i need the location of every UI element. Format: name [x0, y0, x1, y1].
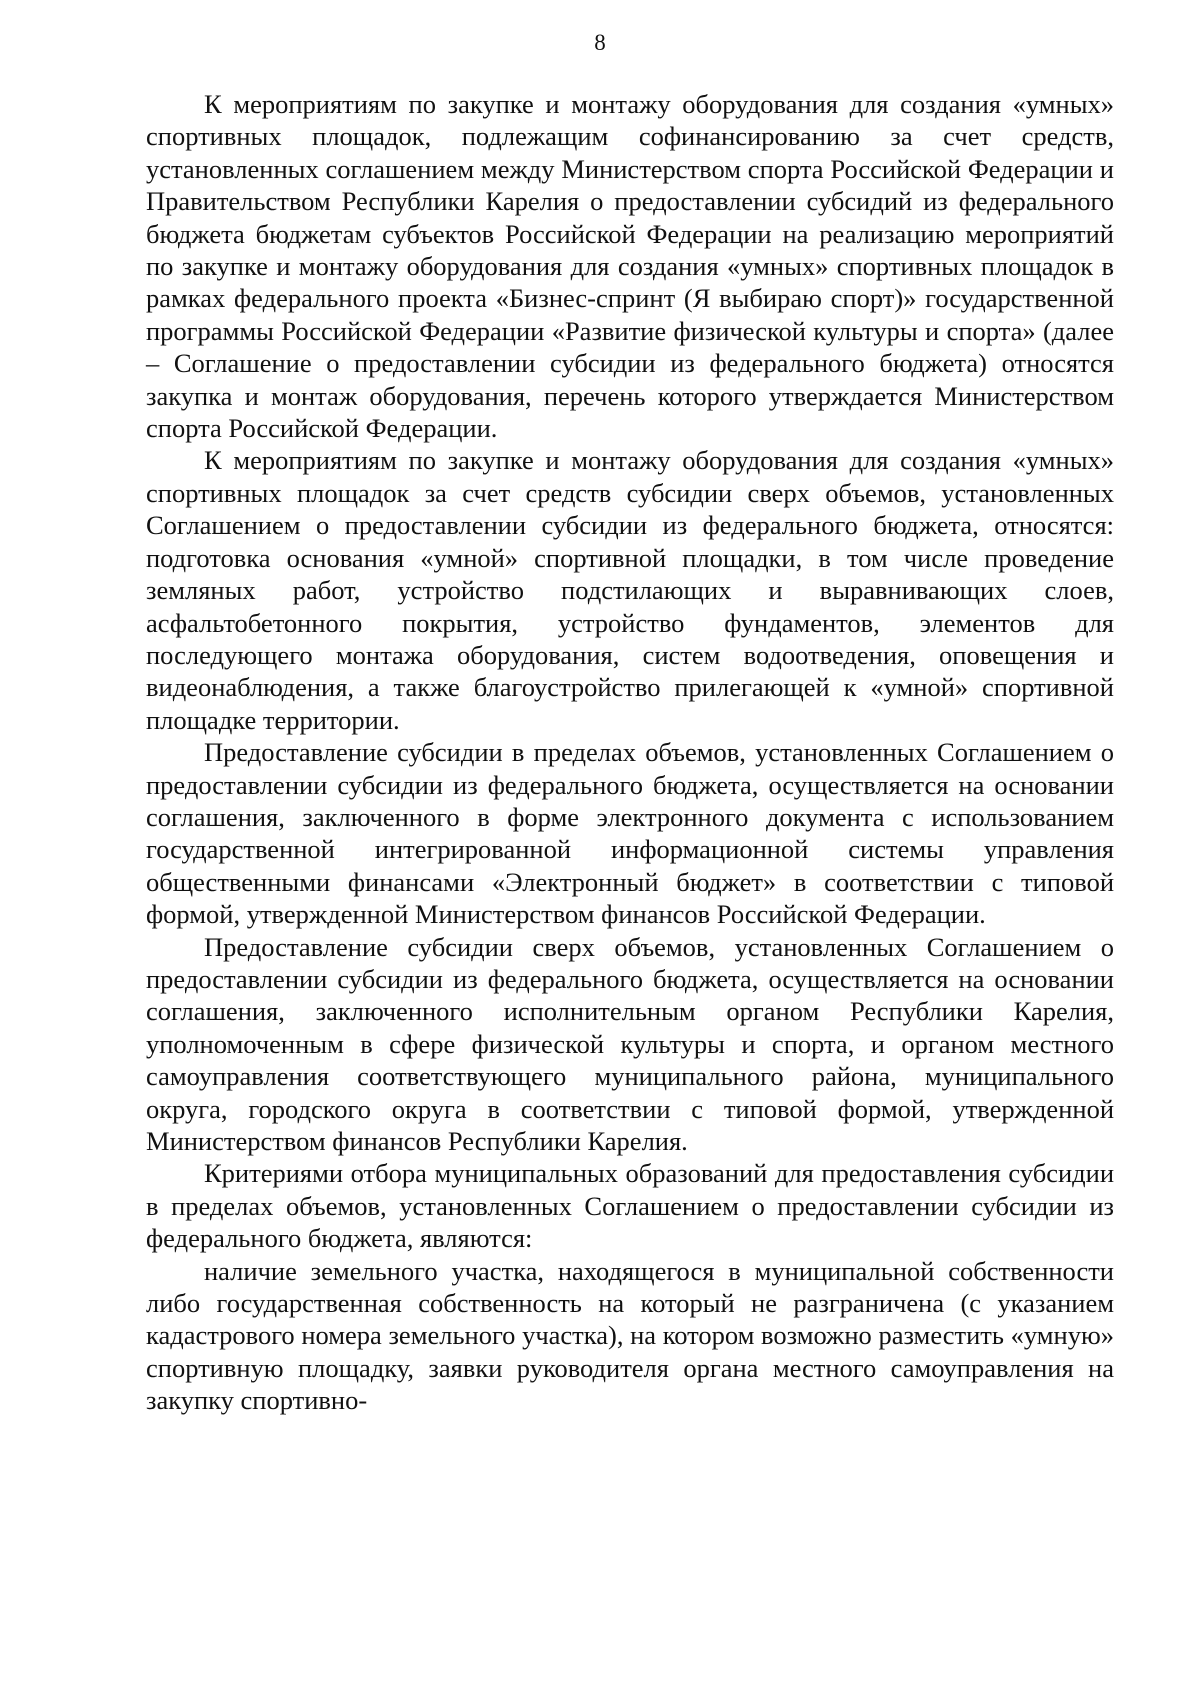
paragraph-land-plot-criterion: наличие земельного участка, находящегося в муниципальной собственности либо государственная собственность на который не разграничена (с указанием кадастрового номера земельного участка), на котором возможно разместить «умную» спортивную площадку, заявки руководителя органа местного самоуправления на закупку спортивно-: [146, 1255, 1114, 1416]
paragraph-subsidy-above-limits: Предоставление субсидии сверх объемов, установленных Соглашением о предоставлении субсидии из федерального бюджета, осуществляется на основании соглашения, заключенного исполнительным органом Республики Карелия, уполномоченным в сфере физической культуры и спорта, и органом местного самоуправления соответствующего муниципального района, муниципального округа, городского округа в соответствии с типовой формой, утвержденной Министерством финансов Республики Карелия.: [146, 931, 1114, 1156]
page-number: 8: [594, 30, 606, 55]
document-body: [146, 88, 1114, 1417]
paragraph-site-preparation: К мероприятиям по закупке и монтажу оборудования для создания «умных» спортивных площадок за счет средств субсидии сверх объемов, установленных Соглашением о предоставлении субсидии из федерального бюджета, относятся: подготовка основания «умной» спортивной площадки, в том числе проведение земляных работ, устройство подстилающих и выравнивающих слоев, асфальтобетонного покрытия, устройство фундаментов, элементов для последующего монтажа оборудования, систем водоотведения, оповещения и видеонаблюдения, а также благоустройство прилегающей к «умной» спортивной площадке территории.: [146, 445, 1114, 735]
paragraph-subsidy-within-limits: Предоставление субсидии в пределах объемов, установленных Соглашением о предоставлении субсидии из федерального бюджета, осуществляется на основании соглашения, заключенного в форме электронного документа с использованием государственной интегрированной информационной системы управления общественными финансами «Электронный бюджет» в соответствии с типовой формой, утвержденной Министерством финансов Российской Федерации.: [146, 737, 1114, 930]
paragraph-smart-grounds-equipment: К мероприятиям по закупке и монтажу оборудования для создания «умных» спортивных площадок, подлежащим софинансированию за счет средств, установленных соглашением между Министерством спорта Российской Федерации и Правительством Республики Карелия о предоставлении субсидий из федерального бюджета бюджетам субъектов Российской Федерации на реализацию мероприятий по закупке и монтажу оборудования для создания «умных» спортивных площадок в рамках федерального проекта «Бизнес-спринт (Я выбираю спорт)» государственной программы Российской Федерации «Развитие физической культуры и спорта» (далее – Соглашение о предоставлении субсидии из федерального бюджета) относятся закупка и монтаж оборудования, перечень которого утверждается Министерством спорта Российской Федерации.: [146, 89, 1114, 444]
paragraph-selection-criteria: Критериями отбора муниципальных образований для предоставления субсидии в пределах объемов, установленных Соглашением о предоставлении субсидии из федерального бюджета, являются:: [146, 1158, 1114, 1254]
